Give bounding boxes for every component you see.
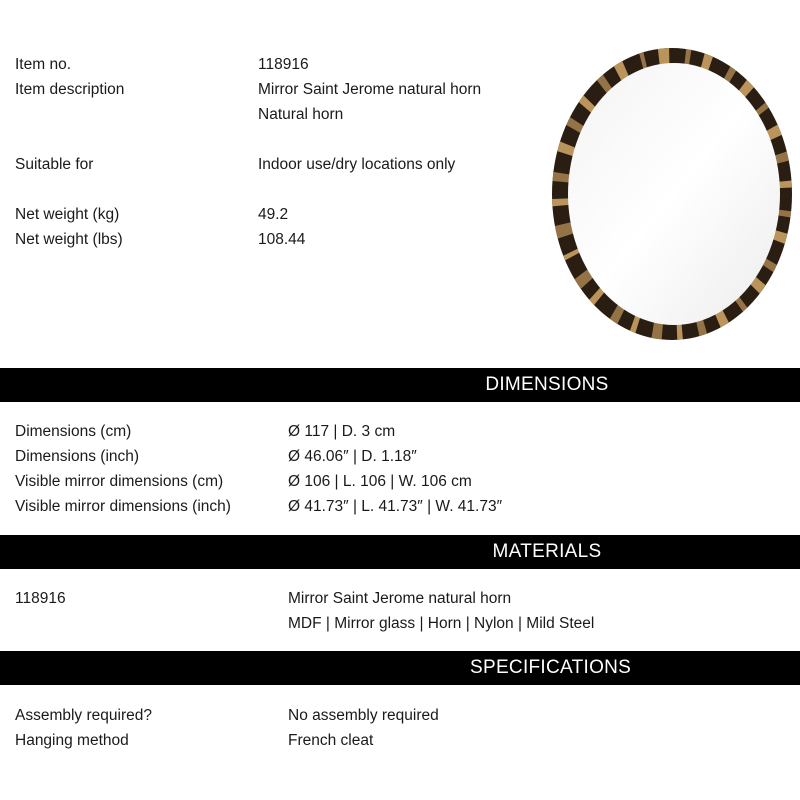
suitable-for-value: Indoor use/dry locations only — [258, 156, 456, 173]
dimensions-row-label: Visible mirror dimensions (inch) — [15, 498, 231, 515]
dimensions-row-value: Ø 117 | D. 3 cm — [288, 423, 396, 440]
assembly-required-label: Assembly required? — [15, 707, 152, 724]
dimensions-row-value: Ø 106 | L. 106 | W. 106 cm — [288, 473, 472, 490]
net-weight-lbs-label: Net weight (lbs) — [15, 231, 123, 248]
item-no-value: 118916 — [258, 56, 309, 73]
materials-line1: Mirror Saint Jerome natural horn — [288, 590, 512, 607]
item-description-label: Item description — [15, 81, 125, 98]
materials-header: MATERIALS — [492, 541, 602, 562]
dimensions-header: DIMENSIONS — [485, 374, 609, 395]
dimensions-row-value: Ø 46.06″ | D. 1.18″ — [288, 448, 417, 465]
dimensions-row-label: Dimensions (inch) — [15, 448, 140, 465]
net-weight-lbs-value: 108.44 — [258, 231, 306, 248]
hanging-method-value: French cleat — [288, 732, 374, 749]
materials-line2: MDF | Mirror glass | Horn | Nylon | Mild Steel — [288, 615, 595, 632]
mirror-glass — [568, 63, 780, 325]
item-no-label: Item no. — [15, 56, 71, 73]
dimensions-row-label: Visible mirror dimensions (cm) — [15, 473, 224, 490]
item-description-line1: Mirror Saint Jerome natural horn — [258, 81, 482, 98]
materials-header-bar — [0, 535, 800, 569]
materials-item-label: 118916 — [15, 590, 66, 607]
hanging-method-label: Hanging method — [15, 732, 129, 749]
product-image-mirror — [548, 46, 792, 342]
dimensions-row-value: Ø 41.73″ | L. 41.73″ | W. 41.73″ — [288, 498, 503, 515]
specifications-header-bar — [0, 651, 800, 685]
specifications-header: SPECIFICATIONS — [470, 657, 632, 678]
item-description-line2: Natural horn — [258, 106, 344, 123]
dimensions-row-label: Dimensions (cm) — [15, 423, 132, 440]
assembly-required-value: No assembly required — [288, 707, 439, 724]
net-weight-kg-label: Net weight (kg) — [15, 206, 120, 223]
net-weight-kg-value: 49.2 — [258, 206, 289, 223]
suitable-for-label: Suitable for — [15, 156, 94, 173]
dimensions-header-bar — [0, 368, 800, 402]
